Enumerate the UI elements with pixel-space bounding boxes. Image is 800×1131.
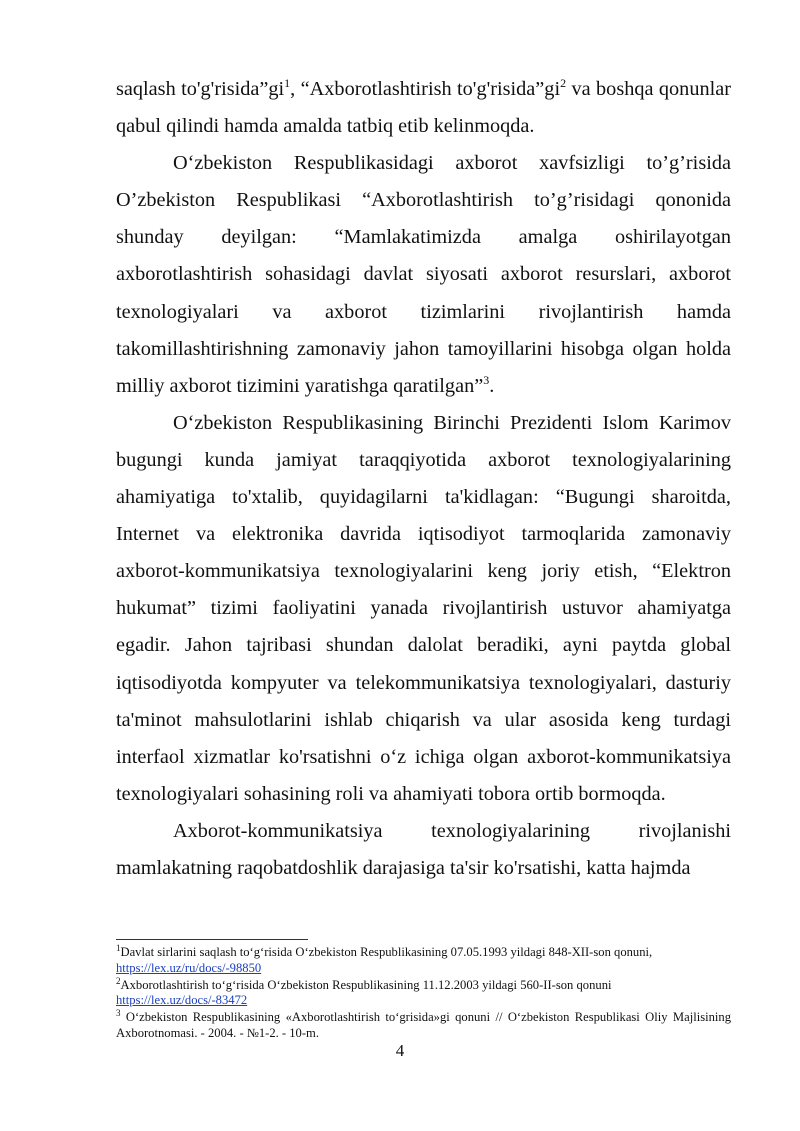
footnote-link[interactable]: https://lex.uz/ru/docs/-98850	[116, 960, 262, 975]
footnote-ref: 1	[284, 76, 291, 90]
footnote-text: O‘zbekiston Respublikasining «Axborotlashtirish to‘grisida»gi qonuni // O‘zbekiston Respublikasi Oliy Majlisining Axborotnomasi. - 2004. - №1-2. - 10-m.	[116, 1010, 731, 1040]
paragraph	[116, 145, 731, 405]
footnote-number: 3	[116, 1008, 121, 1019]
paragraph	[116, 813, 731, 887]
paragraph-text: va boshqa qonunlar qabul qilindi hamda amalda tatbiq etib kelinmoqda.	[116, 78, 731, 138]
footnotes	[116, 945, 731, 1043]
footnote-separator	[116, 939, 308, 940]
footnote	[116, 945, 731, 977]
footnote-number: 1	[116, 943, 121, 953]
footnote-ref: 3	[483, 372, 490, 387]
paragraph-text: .	[489, 374, 495, 397]
footnote-ref: 2	[560, 76, 567, 90]
footnote-link[interactable]: https://lex.uz/docs/-83472	[116, 993, 248, 1008]
footnote-text: Axborotlashtirish to‘g‘risida O‘zbekiston Respublikasining 11.12.2003 yildagi 560-II-son qonuni	[120, 977, 612, 992]
footnote	[116, 975, 731, 1010]
page-number: 4	[395, 1041, 405, 1060]
body-text	[116, 71, 731, 887]
footnote-number: 2	[116, 975, 121, 986]
paragraph	[116, 71, 731, 145]
paragraph-text: Axborot-kommunikatsiya texnologiyalarining rivojlanishi mamlakatning raqobatdoshlik darajasiga ta'sir ko'rsatishi, katta hajmda	[116, 819, 731, 879]
paragraph-text: saqlash to'g'risida”gi	[116, 78, 285, 100]
paragraph-text: O‘zbekiston Respublikasidagi axborot xavfsizligi to’g’risida O’zbekiston Respublikasi “Axborotlashtirish to’g’risidagi qononida shunday deyilgan: “Mamlakatimizda amalga oshirilayotgan axborotlashtirish sohasidagi davlat siyosati axborot resurslari, axborot texnologiyalari va axborot tizimlarini rivojlantirish hamda takomillashtirishning zamonaviy jahon tamoyillarini hisobga olgan holda milliy axborot tizimini yaratishga qaratilgan”	[116, 152, 731, 397]
paragraph-text: , “Axborotlashtirish to'g'risida”gi	[290, 78, 561, 100]
footnote	[116, 1010, 731, 1042]
paragraph	[116, 405, 731, 813]
paragraph-text: O‘zbekiston Respublikasining Birinchi Prezidenti Islom Karimov bugungi kunda jamiyat taraqqiyotida axborot texnologiyalarining ahamiyatiga to'xtalib, quyidagilarni ta'kidlagan: “Bugungi sharoitda, Internet va elektronika davrida iqtisodiyot tarmoqlarida zamonaviy axborot-kommunikatsiya texnologiyalarini keng joriy etish, “Elektron hukumat” tizimi faoliyatini yanada rivojlantirish ustuvor ahamiyatga egadir. Jahon tajribasi shundan dalolat beradiki, ayni paytda global iqtisodiyotda kompyuter va telekommunikatsiya texnologiyalari, dasturiy ta'minot mahsulotlarini ishlab chiqarish va ular asosida keng turdagi interfaol xizmatlar ko'rsatishni o‘z ichiga olgan axborot-kommunikatsiya texnologiyalari sohasining roli va ahamiyati tobora ortib bormoqda.	[116, 411, 731, 805]
footnote-text: Davlat sirlarini saqlash to‘g‘risida O‘zbekiston Respublikasining 07.05.1993 yildagi 848-XII-son qonuni,	[120, 945, 653, 959]
